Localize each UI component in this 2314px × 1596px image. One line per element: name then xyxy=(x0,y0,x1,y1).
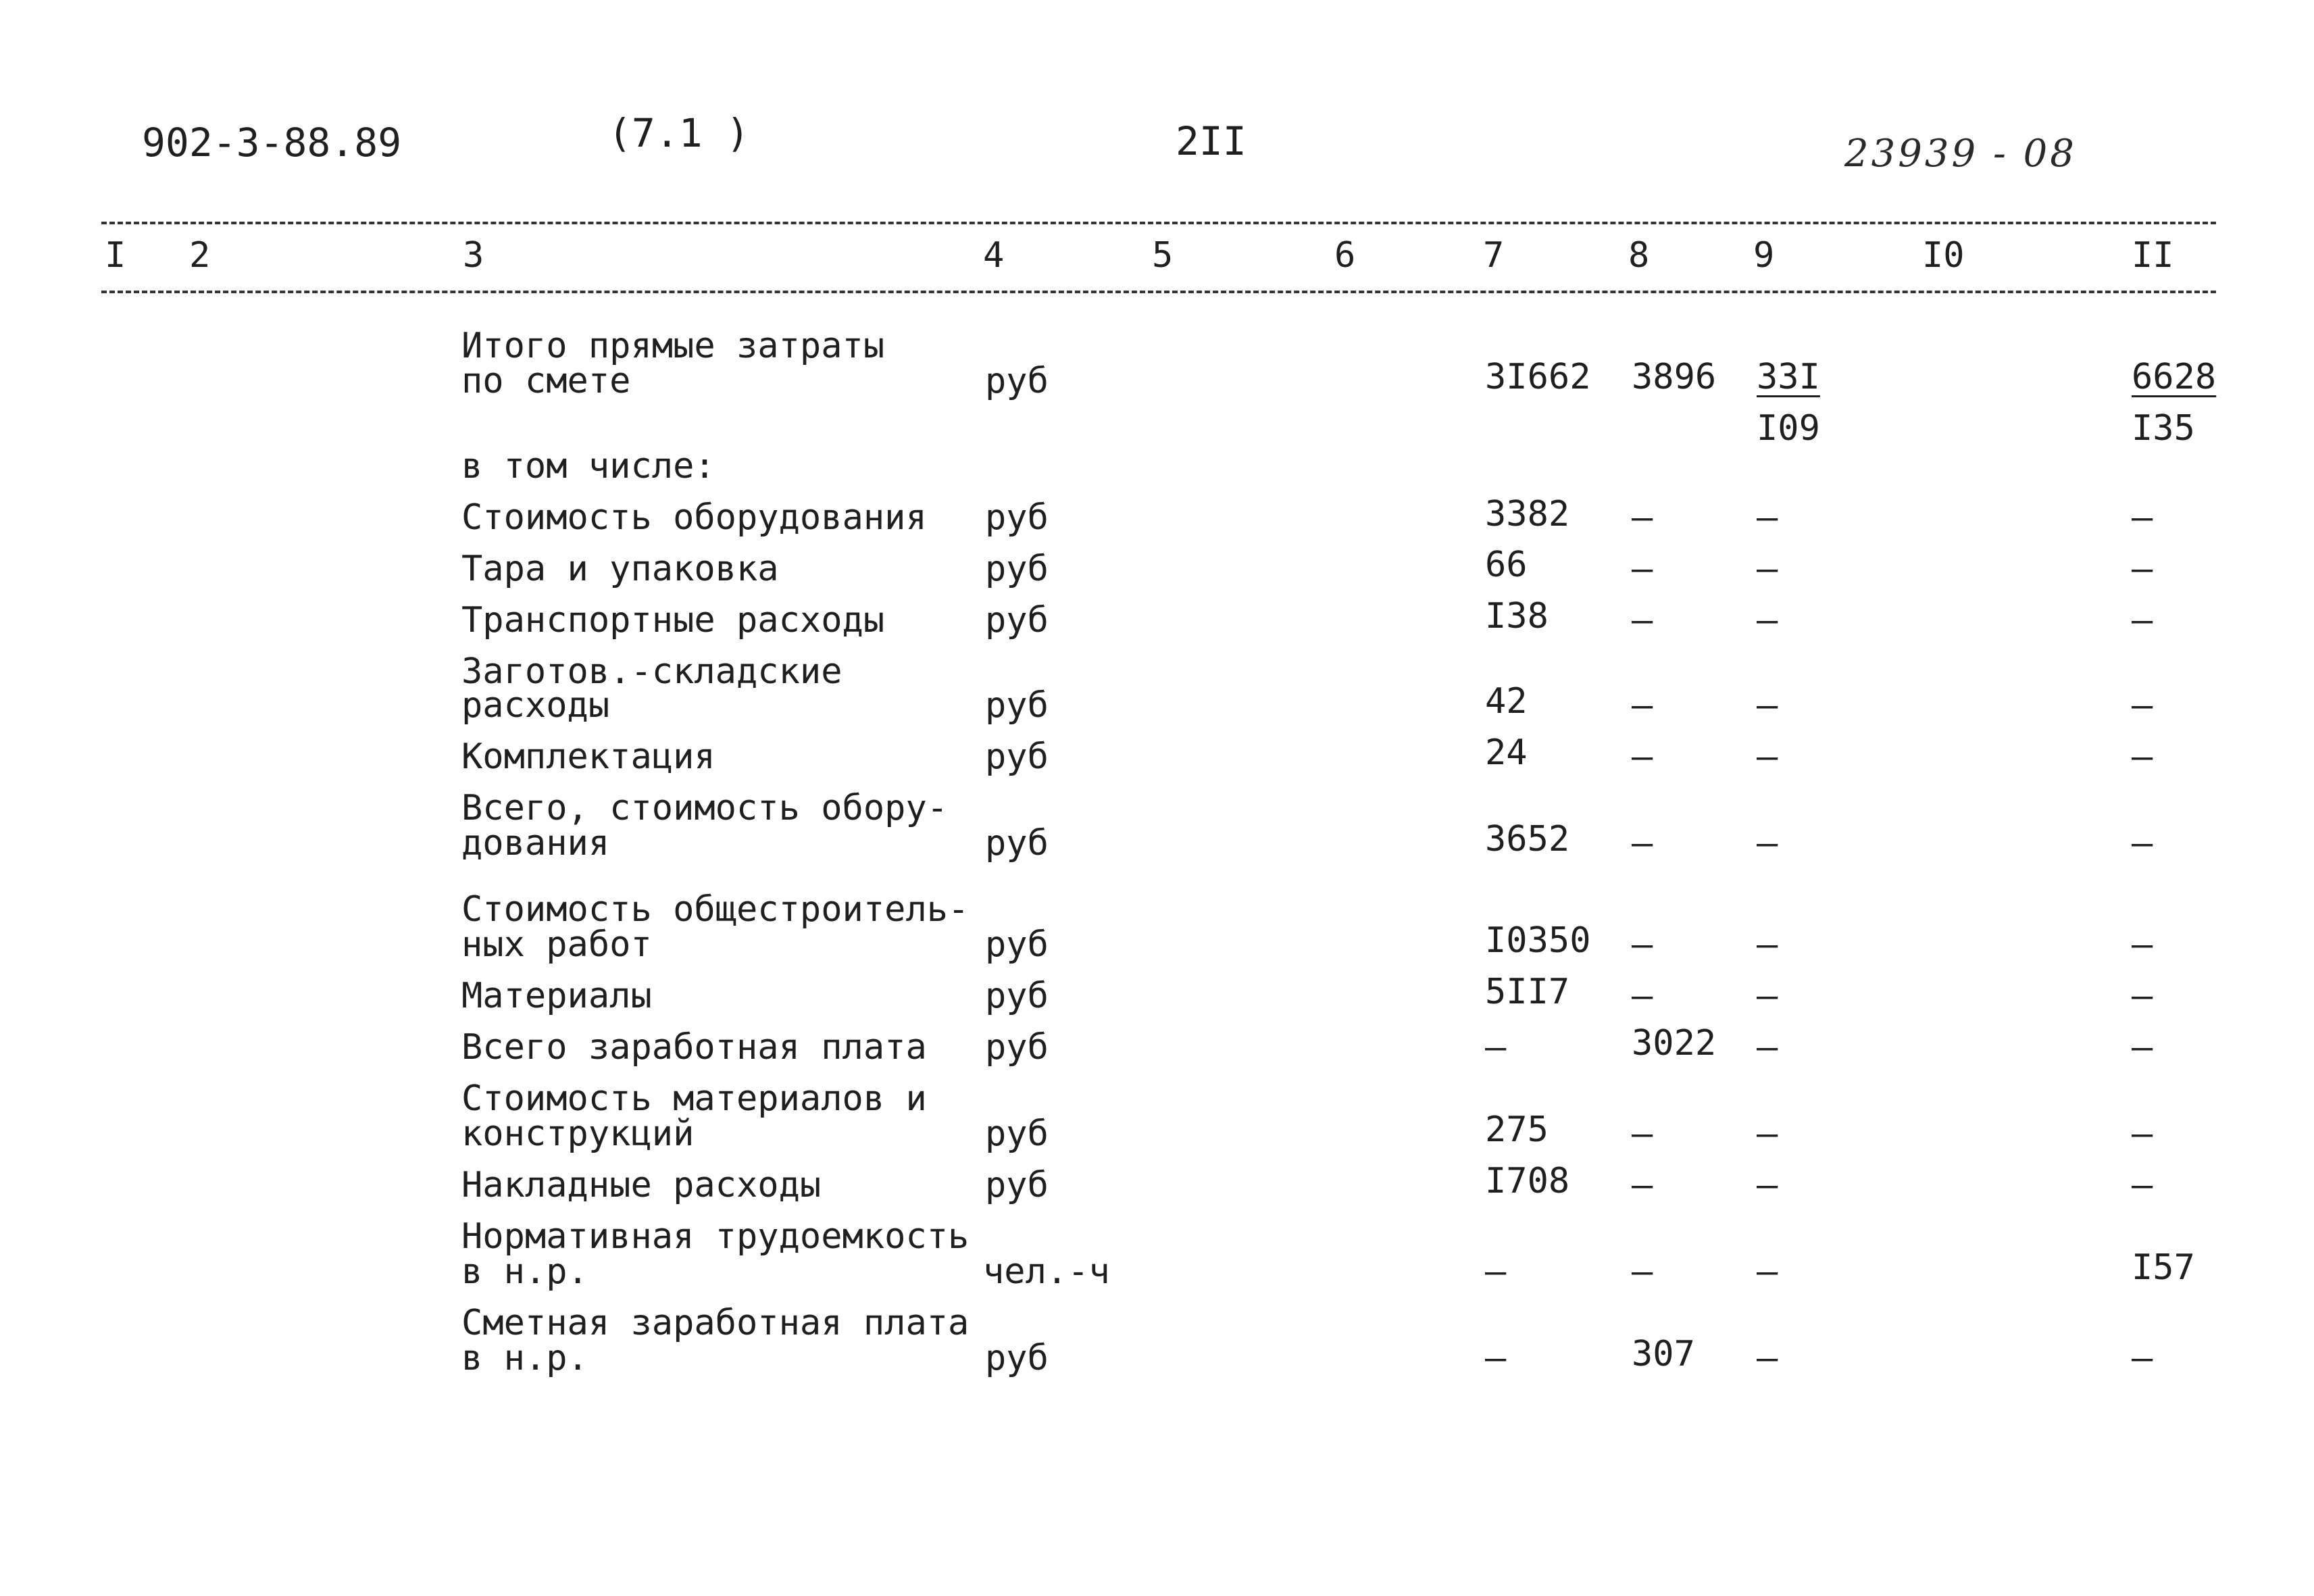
row-overhead-label: Накладные расходы xyxy=(461,1165,822,1205)
row-packaging-col8: – xyxy=(1632,549,1653,589)
row-structures-label-line2: конструкций xyxy=(461,1114,695,1154)
row-materials-col9: – xyxy=(1757,976,1778,1016)
row-completion-col9: – xyxy=(1757,737,1778,777)
row-equipment-total-col11: – xyxy=(2132,823,2153,864)
row-equipment-col8: – xyxy=(1632,497,1653,538)
row-labor-intensity-col8: – xyxy=(1632,1251,1653,1292)
row-materials-col11: – xyxy=(2132,976,2153,1016)
row-transport-col7: I38 xyxy=(1485,596,1549,637)
row-equipment-col11: – xyxy=(2132,497,2153,538)
row-total-label-line1: Итого прямые затраты xyxy=(461,326,885,366)
row-equipment-total-col7: 3652 xyxy=(1485,819,1570,859)
column-header-9: 9 xyxy=(1753,235,1775,276)
row-equipment-label: Стоимость оборудования xyxy=(461,497,927,538)
row-packaging-col7: 66 xyxy=(1485,545,1528,585)
row-estimated-salary-unit: руб xyxy=(985,1338,1049,1378)
row-total-label-line2: по смете xyxy=(461,361,631,401)
column-header-11: II xyxy=(2132,235,2174,276)
row-construction-label-line2: ных работ xyxy=(461,924,652,965)
row-total-col9-sub: I09 xyxy=(1757,408,1820,449)
document-code: 902-3-88.89 xyxy=(142,120,402,166)
page-number: 2II xyxy=(1176,118,1247,164)
row-estimated-salary-col7: – xyxy=(1485,1338,1507,1378)
row-procurement-col8: – xyxy=(1632,685,1653,726)
row-labor-intensity-unit: чел.-ч xyxy=(983,1251,1110,1292)
row-equipment-total-label-line2: дования xyxy=(461,823,610,864)
row-total-col7: 3I662 xyxy=(1485,357,1591,397)
row-transport-col8: – xyxy=(1632,600,1653,641)
row-labor-intensity-label-line2: в н.р. xyxy=(461,1251,588,1292)
row-packaging-unit: руб xyxy=(985,549,1049,589)
row-transport-unit: руб xyxy=(985,600,1049,641)
row-estimated-salary-label-line1: Сметная заработная плата xyxy=(461,1303,970,1343)
row-completion-col7: 24 xyxy=(1485,732,1528,773)
row-structures-col11: – xyxy=(2132,1114,2153,1154)
row-labor-intensity-label-line1: Нормативная трудоемкость xyxy=(461,1216,970,1257)
row-total-unit: руб xyxy=(985,361,1049,401)
column-header-6: 6 xyxy=(1334,235,1356,276)
row-materials-unit: руб xyxy=(985,976,1049,1016)
row-total-col9: 33I xyxy=(1757,357,1820,397)
row-construction-col7: I0350 xyxy=(1485,920,1591,961)
row-salary-col8: 3022 xyxy=(1632,1023,1717,1064)
row-overhead-col11: – xyxy=(2132,1165,2153,1205)
column-header-8: 8 xyxy=(1628,235,1650,276)
row-equipment-total-col8: – xyxy=(1632,823,1653,864)
column-header-5: 5 xyxy=(1152,235,1174,276)
row-procurement-col7: 42 xyxy=(1485,681,1528,722)
row-completion-col8: – xyxy=(1632,737,1653,777)
row-salary-col9: – xyxy=(1757,1027,1778,1068)
row-construction-col9: – xyxy=(1757,924,1778,965)
column-header-2: 2 xyxy=(189,235,211,276)
column-header-4: 4 xyxy=(983,235,1005,276)
row-procurement-col9: – xyxy=(1757,685,1778,726)
row-packaging-col11: – xyxy=(2132,549,2153,589)
row-completion-unit: руб xyxy=(985,737,1049,777)
column-header-7: 7 xyxy=(1483,235,1505,276)
row-completion-label: Комплектация xyxy=(461,737,715,777)
row-procurement-label-line2: расходы xyxy=(461,685,610,726)
row-materials-col8: – xyxy=(1632,976,1653,1016)
section-number: (7.1 ) xyxy=(608,110,750,156)
inventory-number: 23939 - 08 xyxy=(1844,132,2077,176)
row-transport-col9: – xyxy=(1757,600,1778,641)
row-labor-intensity-col11: I57 xyxy=(2132,1247,2195,1288)
row-salary-col11: – xyxy=(2132,1027,2153,1068)
row-equipment-unit: руб xyxy=(985,497,1049,538)
table-header-top-rule xyxy=(101,222,2216,224)
row-procurement-unit: руб xyxy=(985,685,1049,726)
row-equipment-col7: 3382 xyxy=(1485,494,1570,534)
row-equipment-total-unit: руб xyxy=(985,823,1049,864)
row-estimated-salary-col9: – xyxy=(1757,1338,1778,1378)
column-header-3: 3 xyxy=(463,235,484,276)
row-materials-col7: 5II7 xyxy=(1485,972,1570,1012)
row-estimated-salary-label-line2: в н.р. xyxy=(461,1338,588,1378)
row-transport-col11: – xyxy=(2132,600,2153,641)
row-overhead-col8: – xyxy=(1632,1165,1653,1205)
row-labor-intensity-col9: – xyxy=(1757,1251,1778,1292)
row-transport-label: Транспортные расходы xyxy=(461,600,885,641)
row-construction-label-line1: Стоимость общестроитель- xyxy=(461,889,970,930)
row-equipment-total-label-line1: Всего, стоимость обору- xyxy=(461,788,949,828)
row-including-label: в том числе: xyxy=(461,446,715,487)
row-overhead-unit: руб xyxy=(985,1165,1049,1205)
row-salary-label: Всего заработная плата xyxy=(461,1027,927,1068)
row-completion-col11: – xyxy=(2132,737,2153,777)
row-equipment-col9: – xyxy=(1757,497,1778,538)
row-structures-col8: – xyxy=(1632,1114,1653,1154)
row-packaging-col9: – xyxy=(1757,549,1778,589)
row-construction-unit: руб xyxy=(985,924,1049,965)
row-structures-col7: 275 xyxy=(1485,1109,1549,1150)
row-procurement-col11: – xyxy=(2132,685,2153,726)
row-equipment-total-col9: – xyxy=(1757,823,1778,864)
row-structures-unit: руб xyxy=(985,1114,1049,1154)
row-construction-col8: – xyxy=(1632,924,1653,965)
row-total-col8: 3896 xyxy=(1632,357,1717,397)
row-procurement-label-line1: Заготов.-складские xyxy=(461,651,842,692)
column-header-1: I xyxy=(105,235,126,276)
row-overhead-col9: – xyxy=(1757,1165,1778,1205)
row-overhead-col7: I708 xyxy=(1485,1161,1570,1201)
column-header-10: I0 xyxy=(1922,235,1965,276)
table-header-bottom-rule xyxy=(101,291,2216,293)
row-salary-col7: – xyxy=(1485,1027,1507,1068)
row-structures-label-line1: Стоимость материалов и xyxy=(461,1078,927,1119)
row-materials-label: Материалы xyxy=(461,976,652,1016)
row-packaging-label: Тара и упаковка xyxy=(461,549,779,589)
row-total-col11: 6628 xyxy=(2132,357,2217,397)
row-estimated-salary-col8: 307 xyxy=(1632,1334,1695,1374)
row-structures-col9: – xyxy=(1757,1114,1778,1154)
row-labor-intensity-col7: – xyxy=(1485,1251,1507,1292)
row-construction-col11: – xyxy=(2132,924,2153,965)
row-estimated-salary-col11: – xyxy=(2132,1338,2153,1378)
row-total-col11-sub: I35 xyxy=(2132,408,2195,449)
row-salary-unit: руб xyxy=(985,1027,1049,1068)
